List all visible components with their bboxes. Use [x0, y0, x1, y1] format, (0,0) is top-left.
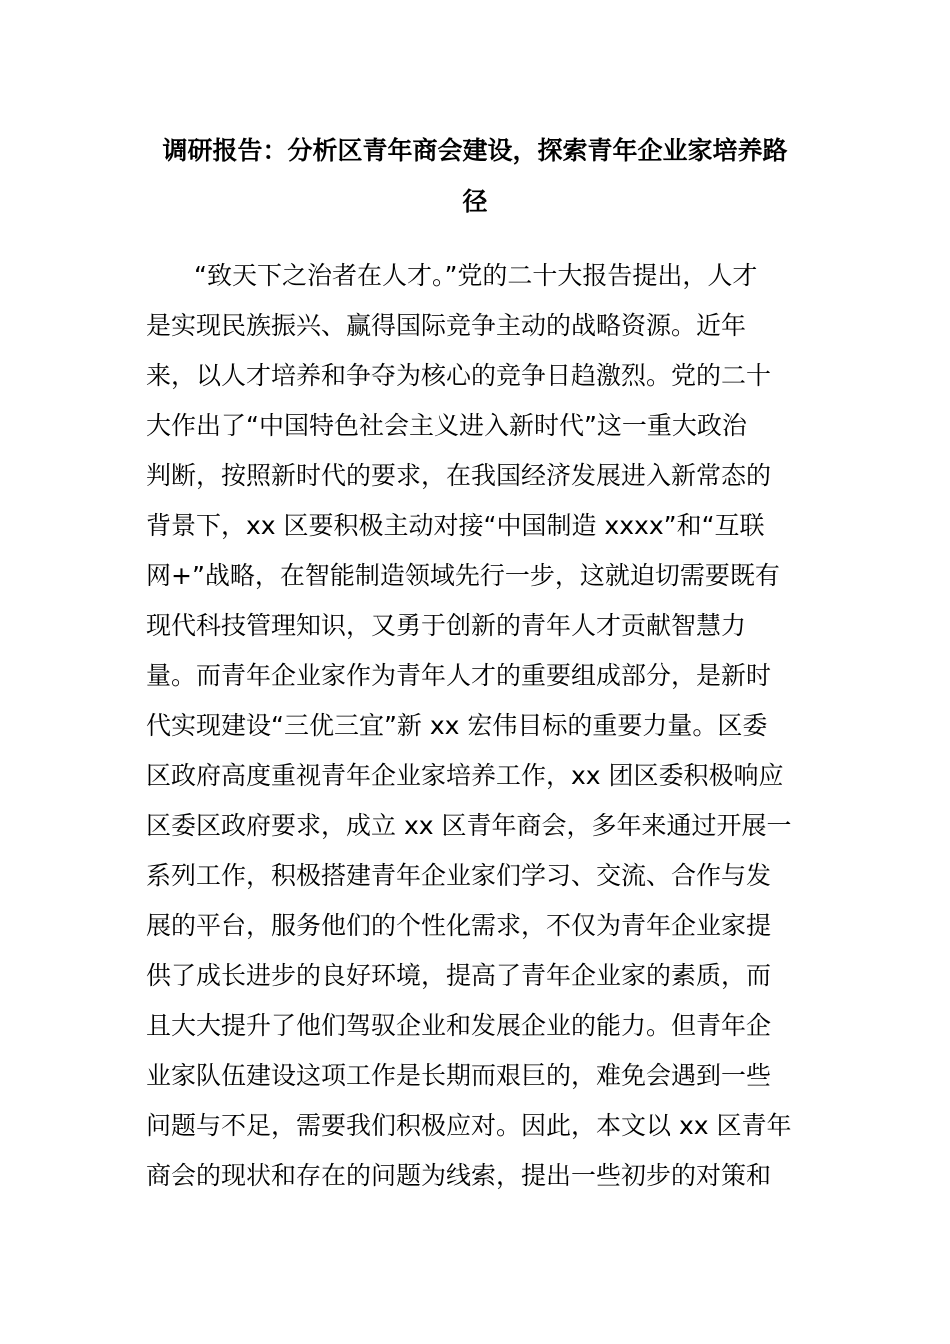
body-line-9: 量。而青年企业家作为青年人才的重要组成部分，是新时: [146, 661, 772, 690]
body-line-10: 代实现建设“三优三宜”新 xx 宏伟目标的重要力量。区委: [146, 711, 768, 740]
body-line-7: 网+”战略，在智能制造领域先行一步，这就迫切需要既有: [146, 561, 780, 590]
body-line-19: 商会的现状和存在的问题为线索，提出一些初步的对策和: [146, 1161, 772, 1190]
body-line-6: 背景下，xx 区要积极主动对接“中国制造 xxxx”和“互联: [146, 511, 765, 540]
body-line-5: 判断，按照新时代的要求，在我国经济发展进入新常态的: [146, 461, 772, 490]
body-line-1: “致天下之治者在人才。”党的二十大报告提出，人才: [194, 261, 758, 290]
body-line-11: 区政府高度重视青年企业家培养工作，xx 团区委积极响应: [146, 761, 784, 790]
body-line-12: 区委区政府要求，成立 xx 区青年商会，多年来通过开展一: [146, 811, 792, 840]
body-line-18: 问题与不足，需要我们积极应对。因此，本文以 xx 区青年: [146, 1111, 792, 1140]
body-line-14: 展的平台，服务他们的个性化需求，不仅为青年企业家提: [146, 911, 772, 940]
body-line-15: 供了成长进步的良好环境，提高了青年企业家的素质，而: [146, 961, 772, 990]
body-line-3: 来，以人才培养和争夺为核心的竞争日趋激烈。党的二十: [146, 361, 772, 390]
document-title-line-2: 径: [462, 187, 488, 216]
body-line-16: 且大大提升了他们驾驭企业和发展企业的能力。但青年企: [146, 1011, 772, 1040]
body-line-4: 大作出了“中国特色社会主义进入新时代”这一重大政治: [146, 411, 747, 440]
body-line-2: 是实现民族振兴、赢得国际竞争主动的战略资源。近年: [146, 311, 747, 340]
body-line-13: 系列工作，积极搭建青年企业家们学习、交流、合作与发: [146, 861, 772, 890]
body-line-8: 现代科技管理知识，又勇于创新的青年人才贡献智慧力: [146, 611, 747, 640]
document-title-line-1: 调研报告：分析区青年商会建设，探索青年企业家培养路: [162, 136, 788, 165]
body-line-17: 业家队伍建设这项工作是长期而艰巨的，难免会遇到一些: [146, 1061, 772, 1090]
